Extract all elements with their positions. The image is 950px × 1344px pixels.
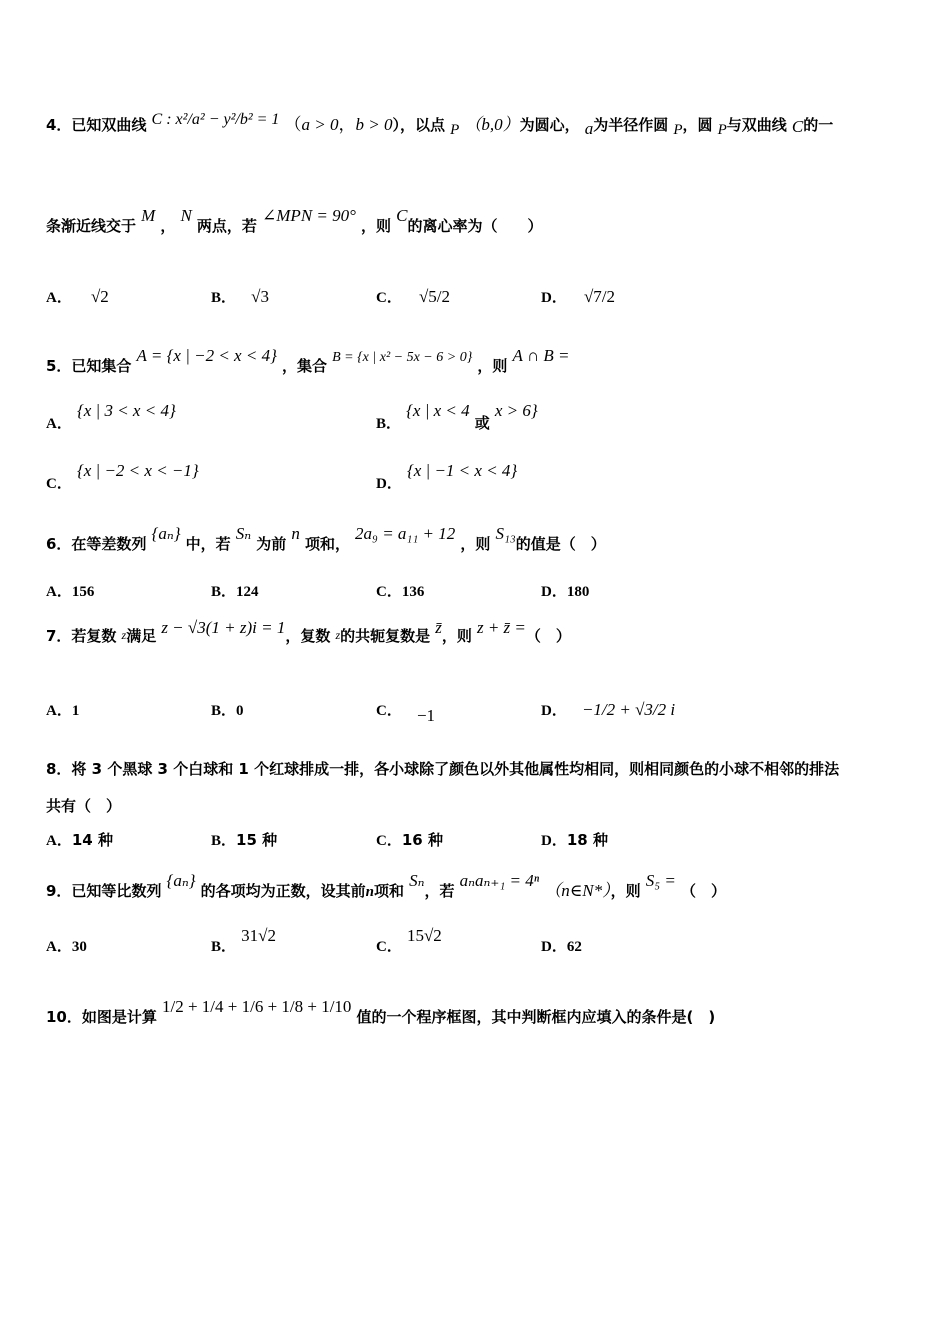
q10-text: 值的一个程序框图，其中判断框内应填入的条件是( ) (356, 1008, 716, 1026)
option-label: C． (376, 290, 402, 306)
option-value: 14 种 (71, 831, 113, 849)
sequence-an: {aₙ} (151, 524, 181, 543)
question-5-line-1 (46, 345, 570, 375)
option-label: D． (541, 703, 567, 719)
option-value: {x | −2 < x < −1} (76, 461, 199, 480)
sum-s5: S₅ = (645, 871, 676, 890)
option-label: C． (376, 703, 402, 719)
option-label: B． (376, 416, 402, 432)
sum-sn: Sₙ (235, 524, 252, 543)
curve-c: C (396, 206, 408, 225)
sum-s13: S₁₃ (495, 524, 516, 543)
q4-text: 的一 (803, 116, 834, 134)
q6-option-a[interactable] (46, 580, 94, 601)
intersection-expr: A ∩ B = (512, 346, 570, 365)
cond-a: a > 0 (301, 115, 339, 134)
option-label: C． (46, 476, 72, 492)
option-value: −1/2 + √3/2 i (581, 700, 676, 719)
q7-text: （ ） (525, 627, 571, 645)
option-label: A． (46, 584, 72, 600)
q8-text: 共有（ ） (46, 797, 122, 815)
option-label: D． (541, 939, 567, 955)
option-label: A． (46, 416, 72, 432)
q7-text: 的共轭复数是 (340, 627, 431, 645)
option-value: 136 (401, 584, 425, 600)
sum-sn: Sₙ (409, 871, 425, 890)
question-10-line-1 (46, 996, 716, 1026)
q4-paren: （ (284, 115, 302, 134)
question-7-line-1 (46, 617, 571, 645)
q9-option-b[interactable] (211, 925, 276, 955)
option-label: A． (46, 833, 72, 849)
q6-text: 6．在等差数列 (46, 535, 147, 553)
option-label: D． (541, 833, 567, 849)
q4-text: ，则 (361, 217, 392, 235)
q4-text: 为圆心， (519, 116, 580, 134)
q6-option-d[interactable] (541, 580, 589, 601)
q4-sep: ， (338, 115, 356, 134)
q4-option-c[interactable] (376, 286, 450, 307)
q7-equation: z − √3(1 + z)i = 1 (161, 618, 286, 637)
q5-option-c[interactable] (46, 460, 199, 492)
option-value: 16 种 (401, 831, 443, 849)
var-z: z (335, 628, 341, 642)
option-label: B． (211, 290, 237, 306)
q7-text: 7．若复数 (46, 627, 117, 645)
question-6-line-1 (46, 523, 606, 553)
option-value: 0 (236, 703, 244, 719)
var-n: n (291, 524, 300, 543)
q10-text: 10．如图是计算 (46, 1008, 157, 1026)
q7-option-d[interactable] (541, 699, 675, 720)
q4-text: ，圆 (682, 116, 713, 134)
q5-text: ，集合 (281, 357, 327, 375)
q8-option-b[interactable] (211, 829, 277, 850)
question-4-line-1 (46, 110, 834, 138)
q9-text: ，若 (424, 882, 455, 900)
point-n: N (180, 206, 192, 225)
question-9-line-1 (46, 866, 726, 900)
option-value: 62 (566, 939, 582, 955)
point-coord: （b,0） (464, 115, 520, 134)
q4-sep: ， (160, 217, 176, 235)
angle-mpn: ∠MPN = 90° (262, 206, 356, 225)
option-value: 156 (71, 584, 95, 600)
option-value: 18 种 (566, 831, 608, 849)
sum-expression: 1/2 + 1/4 + 1/6 + 1/8 + 1/10 (161, 997, 352, 1016)
option-value: √7/2 (583, 287, 615, 306)
q4-text: 与双曲线 (726, 116, 787, 134)
q5-option-b[interactable] (376, 400, 538, 432)
point-m: M (141, 206, 156, 225)
option-label: A． (46, 290, 72, 306)
option-value: {x | 3 < x < 4} (76, 401, 176, 420)
q5-text: 5．已知集合 (46, 357, 132, 375)
option-value: √2 (90, 287, 109, 306)
q7-option-c[interactable] (376, 699, 436, 725)
option-label: B． (211, 939, 237, 955)
option-label: C． (376, 833, 402, 849)
option-label: C． (376, 584, 402, 600)
option-label: D． (376, 476, 402, 492)
q6-text: 中，若 (185, 535, 231, 553)
option-label: A． (46, 703, 72, 719)
q4-option-d[interactable] (541, 286, 615, 307)
option-label: B． (211, 703, 237, 719)
question-8-line-2 (46, 795, 121, 816)
q9-equation: aₙaₙ₊₁ = 4ⁿ (459, 871, 540, 890)
option-value: {x | −1 < x < 4} (406, 461, 518, 480)
curve-c: C (791, 117, 804, 136)
q4-text: ），以点 (392, 116, 445, 134)
hyperbola-equation: C : x²/a² − y²/b² = 1 (151, 111, 280, 128)
option-value: x > 6} (494, 401, 538, 420)
q8-text: 8．将 3 个黑球 3 个白球和 1 个红球排成一排，各小球除了颜色以外其他属性均相同，则相同颜色的小球不相邻的排法 (46, 760, 840, 778)
option-label: C． (376, 939, 402, 955)
q9-text: 9．已知等比数列 (46, 882, 162, 900)
q6-text: 的值是（ ） (515, 535, 606, 553)
q4-text: 条渐近线交于 (46, 217, 137, 235)
q8-option-d[interactable] (541, 829, 608, 850)
circle-p: P (717, 122, 727, 138)
option-value: 1 (71, 703, 80, 719)
q9-text: ，则 (610, 882, 641, 900)
q5-text: ，则 (477, 357, 508, 375)
option-value: 124 (236, 584, 259, 600)
var-z: z (121, 628, 127, 642)
question-8-line-1 (46, 758, 839, 779)
option-value: 30 (71, 939, 87, 955)
var-n: n (365, 884, 374, 900)
circle-p: P (673, 122, 683, 138)
q9-option-a[interactable] (46, 935, 87, 956)
q4-text: 为半径作圆 (593, 116, 669, 134)
q5-option-d[interactable] (376, 460, 518, 492)
option-value: −1 (416, 706, 436, 725)
q6-equation: 2a₉ = a₁₁ + 12 (355, 524, 456, 543)
var-a: a (584, 119, 594, 138)
q9-option-d[interactable] (541, 935, 582, 956)
q9-option-c[interactable] (376, 925, 442, 955)
q4-text: 两点，若 (196, 217, 257, 235)
q4-text: 4．已知双曲线 (46, 116, 147, 134)
option-value: 180 (566, 584, 590, 600)
conjugate-z: z̄ (435, 618, 442, 637)
point-p: P (450, 122, 460, 138)
q5-option-a[interactable] (46, 400, 176, 432)
q4-text: 的离心率为（ ） (407, 217, 543, 235)
q6-text: ，则 (460, 535, 491, 553)
q7-text: ，复数 (285, 627, 331, 645)
set-b: B = {x | x² − 5x − 6 > 0} (332, 350, 473, 365)
q9-condition: （n∈N*） (544, 881, 611, 900)
option-value: 31√2 (241, 926, 276, 945)
cond-b: b > 0 (355, 115, 393, 134)
option-value: {x | x < 4 (406, 401, 470, 420)
q7-option-b[interactable] (211, 699, 244, 720)
q8-option-c[interactable] (376, 829, 443, 850)
option-value: 15 种 (236, 831, 278, 849)
q6-option-b[interactable] (211, 580, 259, 601)
option-or: 或 (474, 414, 490, 432)
option-value: √5/2 (418, 287, 450, 306)
q6-text: 为前 (256, 535, 287, 553)
sequence-an: {aₙ} (166, 871, 196, 890)
option-label: B． (211, 833, 237, 849)
q7-text: 满足 (126, 627, 157, 645)
q9-text: 项和 (374, 882, 405, 900)
set-a: A = {x | −2 < x < 4} (136, 346, 277, 365)
q9-text: 的各项均为正数，设其前 (200, 882, 366, 900)
q9-text: （ ） (680, 882, 726, 900)
option-value: 15√2 (406, 926, 442, 945)
question-4-line-2 (46, 205, 543, 235)
q7-option-a[interactable] (46, 699, 79, 720)
q7-expr: z + z̄ = (476, 618, 526, 637)
q4-option-b[interactable] (211, 286, 269, 307)
option-label: D． (541, 290, 567, 306)
q4-option-a[interactable] (46, 286, 109, 307)
q6-option-c[interactable] (376, 580, 424, 601)
option-label: B． (211, 584, 237, 600)
option-value: √3 (251, 287, 269, 306)
q8-option-a[interactable] (46, 829, 113, 850)
q7-text: ，则 (441, 627, 472, 645)
option-label: D． (541, 584, 567, 600)
q6-text: 项和， (304, 535, 350, 553)
option-label: A． (46, 939, 72, 955)
